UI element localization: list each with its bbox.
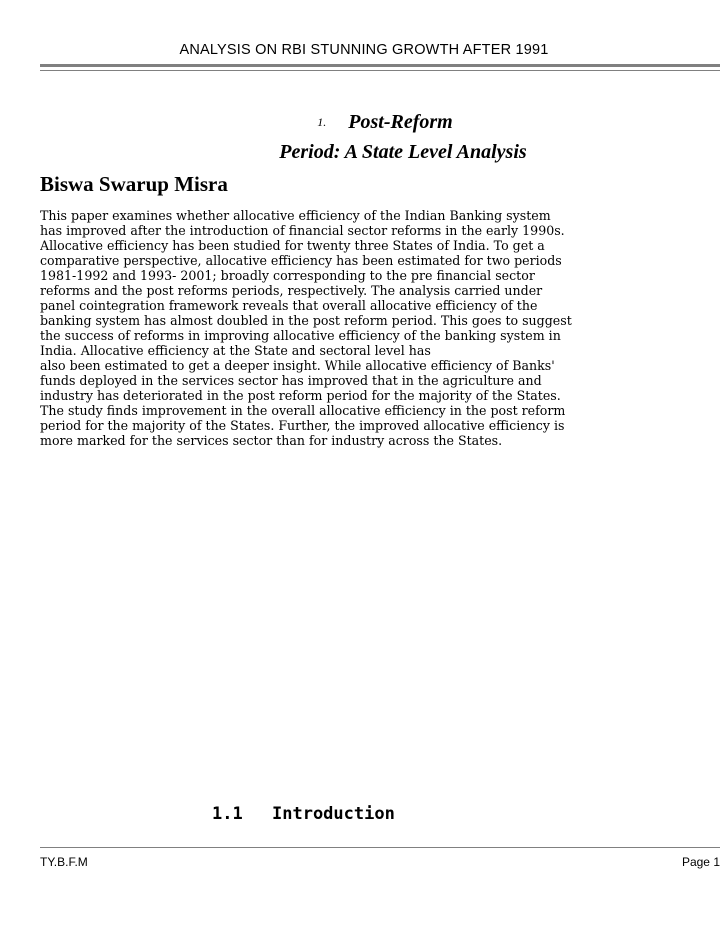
- footer-course-label: TY.B.F.M: [40, 855, 88, 869]
- heading-number: 1.: [317, 115, 327, 129]
- section-heading: [212, 804, 395, 824]
- abstract-line: India. Allocative efficiency at the State and sectoral level has: [40, 343, 431, 358]
- abstract-line: the success of reforms in improving allocative efficiency of the banking system in: [40, 328, 561, 343]
- abstract-line: banking system has almost doubled in the post reform period. This goes to suggest: [40, 313, 572, 328]
- heading-line-1: [0, 108, 728, 138]
- abstract-line: more marked for the services sector than for industry across the States.: [40, 433, 503, 448]
- abstract-line: funds deployed in the services sector has improved that in the agriculture and: [40, 373, 542, 388]
- abstract-line: 1981-1992 and 1993- 2001; broadly corresponding to the pre financial sector: [40, 268, 535, 283]
- header-rule: [40, 64, 720, 67]
- abstract-line: period for the majority of the States. Further, the improved allocative efficiency is: [40, 418, 565, 433]
- heading-title-part-2: Period: A State Level Analysis: [279, 141, 527, 163]
- abstract-paragraph: [40, 208, 722, 448]
- header-rule-thin: [40, 70, 720, 71]
- abstract-line: has improved after the introduction of financial sector reforms in the early 1990s.: [40, 223, 565, 238]
- abstract-line: reforms and the post reforms periods, respectively. The analysis carried under: [40, 283, 543, 298]
- abstract-line: also been estimated to get a deeper insight. While allocative efficiency of Banks': [40, 358, 555, 373]
- abstract-line: Allocative efficiency has been studied for twenty three States of India. To get a: [40, 238, 545, 253]
- footer-rule: [40, 847, 720, 848]
- running-header: ANALYSIS ON RBI STUNNING GROWTH AFTER 1991: [179, 42, 549, 58]
- article-heading: [0, 108, 728, 166]
- footer-page-number: Page 1: [681, 855, 720, 869]
- abstract-line: industry has deteriorated in the post reform period for the majority of the States.: [40, 388, 561, 403]
- heading-title-part-1: Post-Reform: [348, 111, 453, 133]
- section-number: 1.1: [212, 804, 243, 824]
- abstract-line: This paper examines whether allocative efficiency of the Indian Banking system: [40, 208, 551, 223]
- abstract-line: comparative perspective, allocative efficiency has been estimated for two periods: [40, 253, 562, 268]
- abstract-line: The study finds improvement in the overall allocative efficiency in the post reform: [40, 403, 566, 418]
- abstract-line: panel cointegration framework reveals that overall allocative efficiency of the: [40, 298, 538, 313]
- author-name: Biswa Swarup Misra: [40, 172, 228, 196]
- section-title: Introduction: [272, 804, 395, 824]
